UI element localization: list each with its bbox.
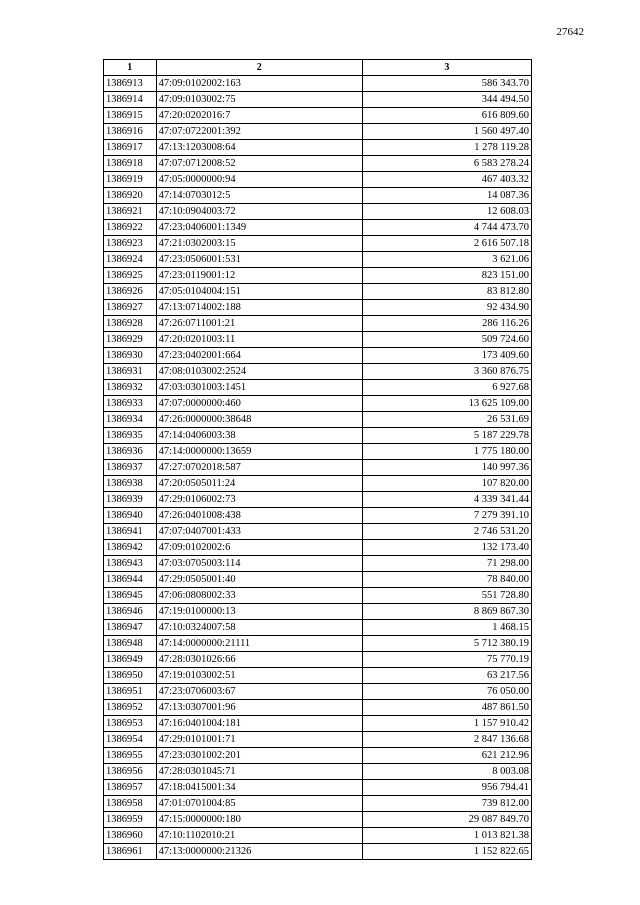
- value-cell: 83 812.80: [362, 284, 531, 300]
- cadastral-number-cell: 47:07:0712008:52: [156, 156, 362, 172]
- row-number-cell: 1386927: [104, 300, 157, 316]
- table-row: [104, 268, 532, 284]
- table-row: [104, 396, 532, 412]
- table-row: [104, 412, 532, 428]
- row-number-cell: 1386930: [104, 348, 157, 364]
- value-cell: 286 116.26: [362, 316, 531, 332]
- value-cell: 1 278 119.28: [362, 140, 531, 156]
- row-number-cell: 1386941: [104, 524, 157, 540]
- cadastral-number-cell: 47:23:0402001:664: [156, 348, 362, 364]
- value-cell: 1 013 821.38: [362, 828, 531, 844]
- value-cell: 29 087 849.70: [362, 812, 531, 828]
- value-cell: 75 770.19: [362, 652, 531, 668]
- table-row: [104, 604, 532, 620]
- table-row: [104, 556, 532, 572]
- value-cell: 63 217.56: [362, 668, 531, 684]
- value-cell: 76 050.00: [362, 684, 531, 700]
- cadastral-number-cell: 47:23:0506001:531: [156, 252, 362, 268]
- table-row: [104, 796, 532, 812]
- row-number-cell: 1386932: [104, 380, 157, 396]
- value-cell: 140 997.36: [362, 460, 531, 476]
- table-row: [104, 316, 532, 332]
- value-cell: 8 003.08: [362, 764, 531, 780]
- value-cell: 3 621.06: [362, 252, 531, 268]
- cadastral-value-table: [103, 59, 532, 860]
- cadastral-number-cell: 47:09:0102002:163: [156, 76, 362, 92]
- value-cell: 1 775 180.00: [362, 444, 531, 460]
- cadastral-number-cell: 47:20:0505011:24: [156, 476, 362, 492]
- table-row: [104, 460, 532, 476]
- cadastral-number-cell: 47:18:0415001:34: [156, 780, 362, 796]
- value-cell: 3 360 876.75: [362, 364, 531, 380]
- table-row: [104, 828, 532, 844]
- value-cell: 1 560 497.40: [362, 124, 531, 140]
- table-row: [104, 124, 532, 140]
- cadastral-number-cell: 47:14:0000000:13659: [156, 444, 362, 460]
- row-number-cell: 1386954: [104, 732, 157, 748]
- cadastral-number-cell: 47:03:0705003:114: [156, 556, 362, 572]
- value-cell: 5 187 229.78: [362, 428, 531, 444]
- value-cell: 4 339 341.44: [362, 492, 531, 508]
- table-row: [104, 524, 532, 540]
- value-cell: 132 173.40: [362, 540, 531, 556]
- table-row: [104, 684, 532, 700]
- cadastral-number-cell: 47:13:0307001:96: [156, 700, 362, 716]
- table-row: [104, 812, 532, 828]
- table-row: [104, 652, 532, 668]
- table-row: [104, 540, 532, 556]
- cadastral-number-cell: 47:26:0000000:38648: [156, 412, 362, 428]
- row-number-cell: 1386942: [104, 540, 157, 556]
- cadastral-number-cell: 47:14:0703012:5: [156, 188, 362, 204]
- row-number-cell: 1386948: [104, 636, 157, 652]
- value-cell: 4 744 473.70: [362, 220, 531, 236]
- row-number-cell: 1386943: [104, 556, 157, 572]
- cadastral-number-cell: 47:29:0106002:73: [156, 492, 362, 508]
- table-row: [104, 108, 532, 124]
- value-cell: 6 927.68: [362, 380, 531, 396]
- row-number-cell: 1386936: [104, 444, 157, 460]
- cadastral-number-cell: 47:26:0401008:438: [156, 508, 362, 524]
- table-row: [104, 380, 532, 396]
- value-cell: 1 152 822.65: [362, 844, 531, 860]
- row-number-cell: 1386958: [104, 796, 157, 812]
- table-row: [104, 780, 532, 796]
- row-number-cell: 1386922: [104, 220, 157, 236]
- value-cell: 2 616 507.18: [362, 236, 531, 252]
- row-number-cell: 1386960: [104, 828, 157, 844]
- row-number-cell: 1386961: [104, 844, 157, 860]
- table-row: [104, 764, 532, 780]
- value-cell: 823 151.00: [362, 268, 531, 284]
- value-cell: 487 861.50: [362, 700, 531, 716]
- cadastral-number-cell: 47:21:0302003:15: [156, 236, 362, 252]
- row-number-cell: 1386949: [104, 652, 157, 668]
- row-number-cell: 1386931: [104, 364, 157, 380]
- cadastral-number-cell: 47:08:0103002:2524: [156, 364, 362, 380]
- value-cell: 173 409.60: [362, 348, 531, 364]
- cadastral-number-cell: 47:28:0301045:71: [156, 764, 362, 780]
- value-cell: 956 794.41: [362, 780, 531, 796]
- cadastral-number-cell: 47:10:0904003:72: [156, 204, 362, 220]
- row-number-cell: 1386946: [104, 604, 157, 620]
- table-row: [104, 172, 532, 188]
- value-cell: 26 531.69: [362, 412, 531, 428]
- table-row: [104, 140, 532, 156]
- table-row: [104, 300, 532, 316]
- row-number-cell: 1386917: [104, 140, 157, 156]
- cadastral-number-cell: 47:01:0701004:85: [156, 796, 362, 812]
- page-number: 27642: [556, 26, 584, 38]
- table-row: [104, 332, 532, 348]
- row-number-cell: 1386938: [104, 476, 157, 492]
- table-row: [104, 348, 532, 364]
- row-number-cell: 1386916: [104, 124, 157, 140]
- row-number-cell: 1386934: [104, 412, 157, 428]
- row-number-cell: 1386921: [104, 204, 157, 220]
- value-cell: 2 746 531.20: [362, 524, 531, 540]
- table-row: [104, 636, 532, 652]
- value-cell: 586 343.70: [362, 76, 531, 92]
- table-row: [104, 508, 532, 524]
- value-cell: 467 403.32: [362, 172, 531, 188]
- cadastral-number-cell: 47:09:0102002:6: [156, 540, 362, 556]
- table-row: [104, 220, 532, 236]
- cadastral-number-cell: 47:27:0702018:587: [156, 460, 362, 476]
- value-cell: 13 625 109.00: [362, 396, 531, 412]
- cadastral-number-cell: 47:03:0301003:1451: [156, 380, 362, 396]
- value-cell: 344 494.50: [362, 92, 531, 108]
- table-row: [104, 444, 532, 460]
- cadastral-number-cell: 47:05:0104004:151: [156, 284, 362, 300]
- cadastral-number-cell: 47:07:0000000:460: [156, 396, 362, 412]
- row-number-cell: 1386950: [104, 668, 157, 684]
- table-row: [104, 732, 532, 748]
- table-row: [104, 236, 532, 252]
- cadastral-number-cell: 47:09:0103002:75: [156, 92, 362, 108]
- row-number-cell: 1386955: [104, 748, 157, 764]
- table-row: [104, 700, 532, 716]
- cadastral-number-cell: 47:23:0301002:201: [156, 748, 362, 764]
- column-header-2: 2: [156, 60, 362, 76]
- table-row: [104, 76, 532, 92]
- cadastral-number-cell: 47:07:0722001:392: [156, 124, 362, 140]
- value-cell: 1 157 910.42: [362, 716, 531, 732]
- value-cell: 6 583 278.24: [362, 156, 531, 172]
- row-number-cell: 1386923: [104, 236, 157, 252]
- value-cell: 551 728.80: [362, 588, 531, 604]
- table-row: [104, 156, 532, 172]
- row-number-cell: 1386957: [104, 780, 157, 796]
- row-number-cell: 1386926: [104, 284, 157, 300]
- cadastral-number-cell: 47:19:0103002:51: [156, 668, 362, 684]
- value-cell: 739 812.00: [362, 796, 531, 812]
- cadastral-number-cell: 47:13:1203008:64: [156, 140, 362, 156]
- cadastral-number-cell: 47:23:0119001:12: [156, 268, 362, 284]
- cadastral-number-cell: 47:16:0401004:181: [156, 716, 362, 732]
- table-row: [104, 284, 532, 300]
- row-number-cell: 1386952: [104, 700, 157, 716]
- value-cell: 8 869 867.30: [362, 604, 531, 620]
- row-number-cell: 1386935: [104, 428, 157, 444]
- row-number-cell: 1386940: [104, 508, 157, 524]
- value-cell: 2 847 136.68: [362, 732, 531, 748]
- value-cell: 14 087.36: [362, 188, 531, 204]
- table-row: [104, 588, 532, 604]
- row-number-cell: 1386953: [104, 716, 157, 732]
- row-number-cell: 1386947: [104, 620, 157, 636]
- row-number-cell: 1386945: [104, 588, 157, 604]
- table-row: [104, 492, 532, 508]
- table-row: [104, 620, 532, 636]
- cadastral-number-cell: 47:20:0201003:11: [156, 332, 362, 348]
- value-cell: 7 279 391.10: [362, 508, 531, 524]
- cadastral-number-cell: 47:13:0000000:21326: [156, 844, 362, 860]
- table-row: [104, 668, 532, 684]
- cadastral-number-cell: 47:28:0301026:66: [156, 652, 362, 668]
- cadastral-number-cell: 47:26:0711001:21: [156, 316, 362, 332]
- cadastral-number-cell: 47:13:0714002:188: [156, 300, 362, 316]
- cadastral-number-cell: 47:20:0202016:7: [156, 108, 362, 124]
- cadastral-number-cell: 47:07:0407001:433: [156, 524, 362, 540]
- row-number-cell: 1386914: [104, 92, 157, 108]
- row-number-cell: 1386933: [104, 396, 157, 412]
- table-row: [104, 252, 532, 268]
- value-cell: 509 724.60: [362, 332, 531, 348]
- row-number-cell: 1386928: [104, 316, 157, 332]
- row-number-cell: 1386937: [104, 460, 157, 476]
- cadastral-number-cell: 47:15:0000000:180: [156, 812, 362, 828]
- row-number-cell: 1386920: [104, 188, 157, 204]
- value-cell: 78 840.00: [362, 572, 531, 588]
- cadastral-number-cell: 47:23:0406001:1349: [156, 220, 362, 236]
- table-row: [104, 844, 532, 860]
- table-row: [104, 188, 532, 204]
- row-number-cell: 1386919: [104, 172, 157, 188]
- row-number-cell: 1386939: [104, 492, 157, 508]
- row-number-cell: 1386959: [104, 812, 157, 828]
- row-number-cell: 1386956: [104, 764, 157, 780]
- table-row: [104, 716, 532, 732]
- row-number-cell: 1386915: [104, 108, 157, 124]
- cadastral-number-cell: 47:23:0706003:67: [156, 684, 362, 700]
- row-number-cell: 1386929: [104, 332, 157, 348]
- table-row: [104, 92, 532, 108]
- cadastral-number-cell: 47:10:1102010:21: [156, 828, 362, 844]
- value-cell: 12 608.03: [362, 204, 531, 220]
- table-row: [104, 572, 532, 588]
- cadastral-number-cell: 47:10:0324007:58: [156, 620, 362, 636]
- cadastral-number-cell: 47:19:0100000:13: [156, 604, 362, 620]
- cadastral-number-cell: 47:14:0406003:38: [156, 428, 362, 444]
- value-cell: 71 298.00: [362, 556, 531, 572]
- table-row: [104, 748, 532, 764]
- column-header-3: 3: [362, 60, 531, 76]
- cadastral-number-cell: 47:06:0808002:33: [156, 588, 362, 604]
- value-cell: 5 712 380.19: [362, 636, 531, 652]
- value-cell: 92 434.90: [362, 300, 531, 316]
- table-header-row: [104, 60, 532, 76]
- row-number-cell: 1386925: [104, 268, 157, 284]
- table-body: [104, 76, 532, 860]
- cadastral-number-cell: 47:29:0101001:71: [156, 732, 362, 748]
- row-number-cell: 1386951: [104, 684, 157, 700]
- value-cell: 1 468.15: [362, 620, 531, 636]
- column-header-1: 1: [104, 60, 157, 76]
- table-row: [104, 364, 532, 380]
- cadastral-number-cell: 47:29:0505001:40: [156, 572, 362, 588]
- table-row: [104, 476, 532, 492]
- table-row: [104, 204, 532, 220]
- table-row: [104, 428, 532, 444]
- value-cell: 107 820.00: [362, 476, 531, 492]
- cadastral-number-cell: 47:05:0000000:94: [156, 172, 362, 188]
- row-number-cell: 1386944: [104, 572, 157, 588]
- row-number-cell: 1386913: [104, 76, 157, 92]
- value-cell: 621 212.96: [362, 748, 531, 764]
- row-number-cell: 1386924: [104, 252, 157, 268]
- row-number-cell: 1386918: [104, 156, 157, 172]
- cadastral-number-cell: 47:14:0000000:21111: [156, 636, 362, 652]
- value-cell: 616 809.60: [362, 108, 531, 124]
